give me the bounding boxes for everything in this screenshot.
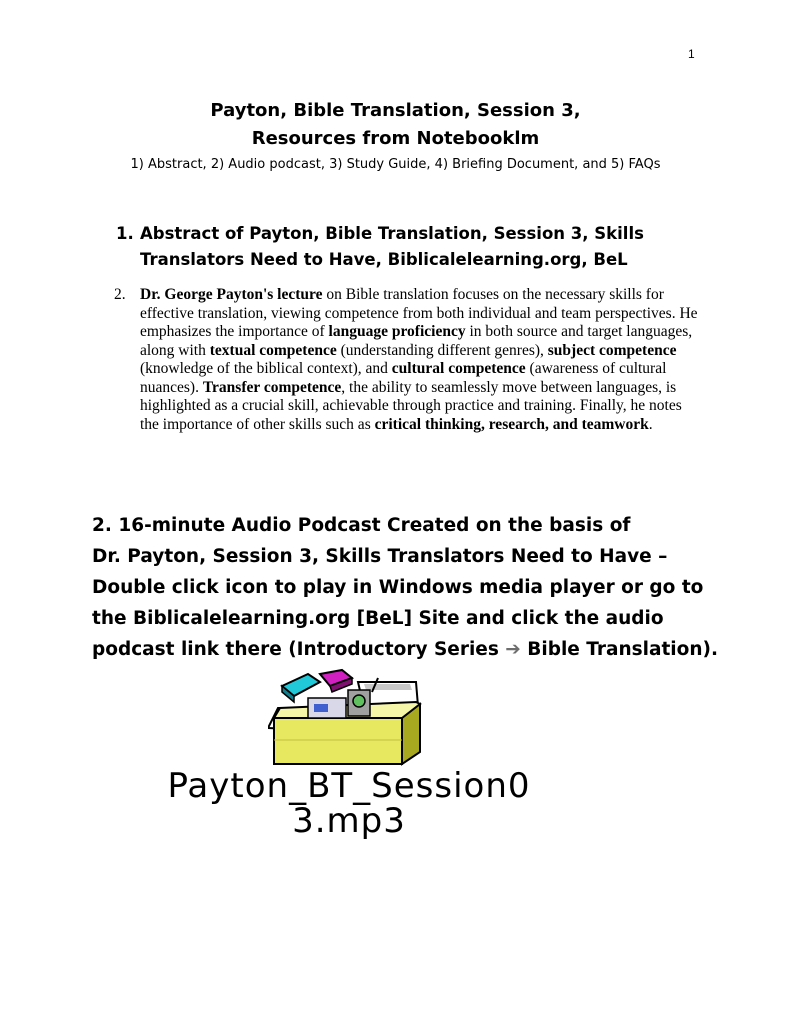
title-subtitle: 1) Abstract, 2) Audio podcast, 3) Study Guide, 4) Briefing Document, and 5) FAQs	[130, 157, 661, 172]
abstract-text-14: .	[648, 415, 653, 433]
abstract-text-8: (knowledge of the biblical context), and	[140, 360, 392, 377]
package-icon[interactable]	[268, 668, 424, 768]
section-1-number: 1.	[116, 224, 134, 243]
title-line-1: Payton, Bible Translation, Session 3,	[210, 100, 581, 121]
abstract-paragraph	[114, 286, 704, 434]
section-2-line-1: 2. 16-minute Audio Podcast Created on the basis of	[92, 515, 631, 536]
filename-line-2: 3.mp3	[292, 801, 406, 841]
abstract-bold-13: critical thinking, research, and teamwork	[374, 415, 649, 433]
abstract-text-2: on Bible translation focuses on the necessary skills for effective translation, viewing competence from both individual and team perspectives. He emphasizes the importance of	[140, 286, 698, 340]
abstract-text-4: in both source and target languages, along with	[140, 323, 693, 359]
abstract-text	[140, 286, 704, 434]
arrow-icon: ➔	[505, 639, 521, 660]
abstract-bold-9: cultural competence	[391, 360, 526, 377]
page-number: 1	[688, 47, 695, 61]
filename-line-1: Payton_BT_Session0	[167, 766, 531, 806]
section-2-heading	[92, 510, 732, 665]
abstract-bold-11: Transfer competence	[202, 378, 342, 396]
attachment-filename[interactable]	[94, 766, 604, 841]
abstract-bold-1: Dr. George Payton's lecture	[140, 286, 323, 303]
abstract-bold-3: language proficiency	[328, 323, 466, 340]
abstract-number: 2.	[114, 286, 126, 303]
abstract-bold-5: textual competence	[209, 341, 337, 359]
section-1-heading	[116, 221, 716, 273]
section-2-body	[92, 541, 732, 665]
document-title	[0, 97, 791, 175]
section-2-line-3: Bible Translation).	[520, 639, 719, 660]
abstract-text-10: (awareness of cultural nuances).	[140, 360, 667, 396]
section-2-line-2: Dr. Payton, Session 3, Skills Translators Need to Have – Double click icon to play in Windows media player or go to the Biblicalelearning.org [BeL] Site and click the audio podcast link there (Introductory Series	[92, 546, 704, 660]
abstract-text-12: , the ability to seamlessly move between languages, is highlighted as a crucial skill, achievable through practice and training. Finally, he notes the importance of other skills such as	[140, 378, 682, 433]
section-1-heading-text: Abstract of Payton, Bible Translation, Session 3, Skills Translators Need to Have, Biblicalelearning.org, BeL	[140, 224, 644, 269]
abstract-bold-7: subject competence	[547, 341, 677, 359]
title-line-2: Resources from Notebooklm	[251, 128, 540, 149]
abstract-text-6: (understanding different genres),	[336, 341, 548, 359]
